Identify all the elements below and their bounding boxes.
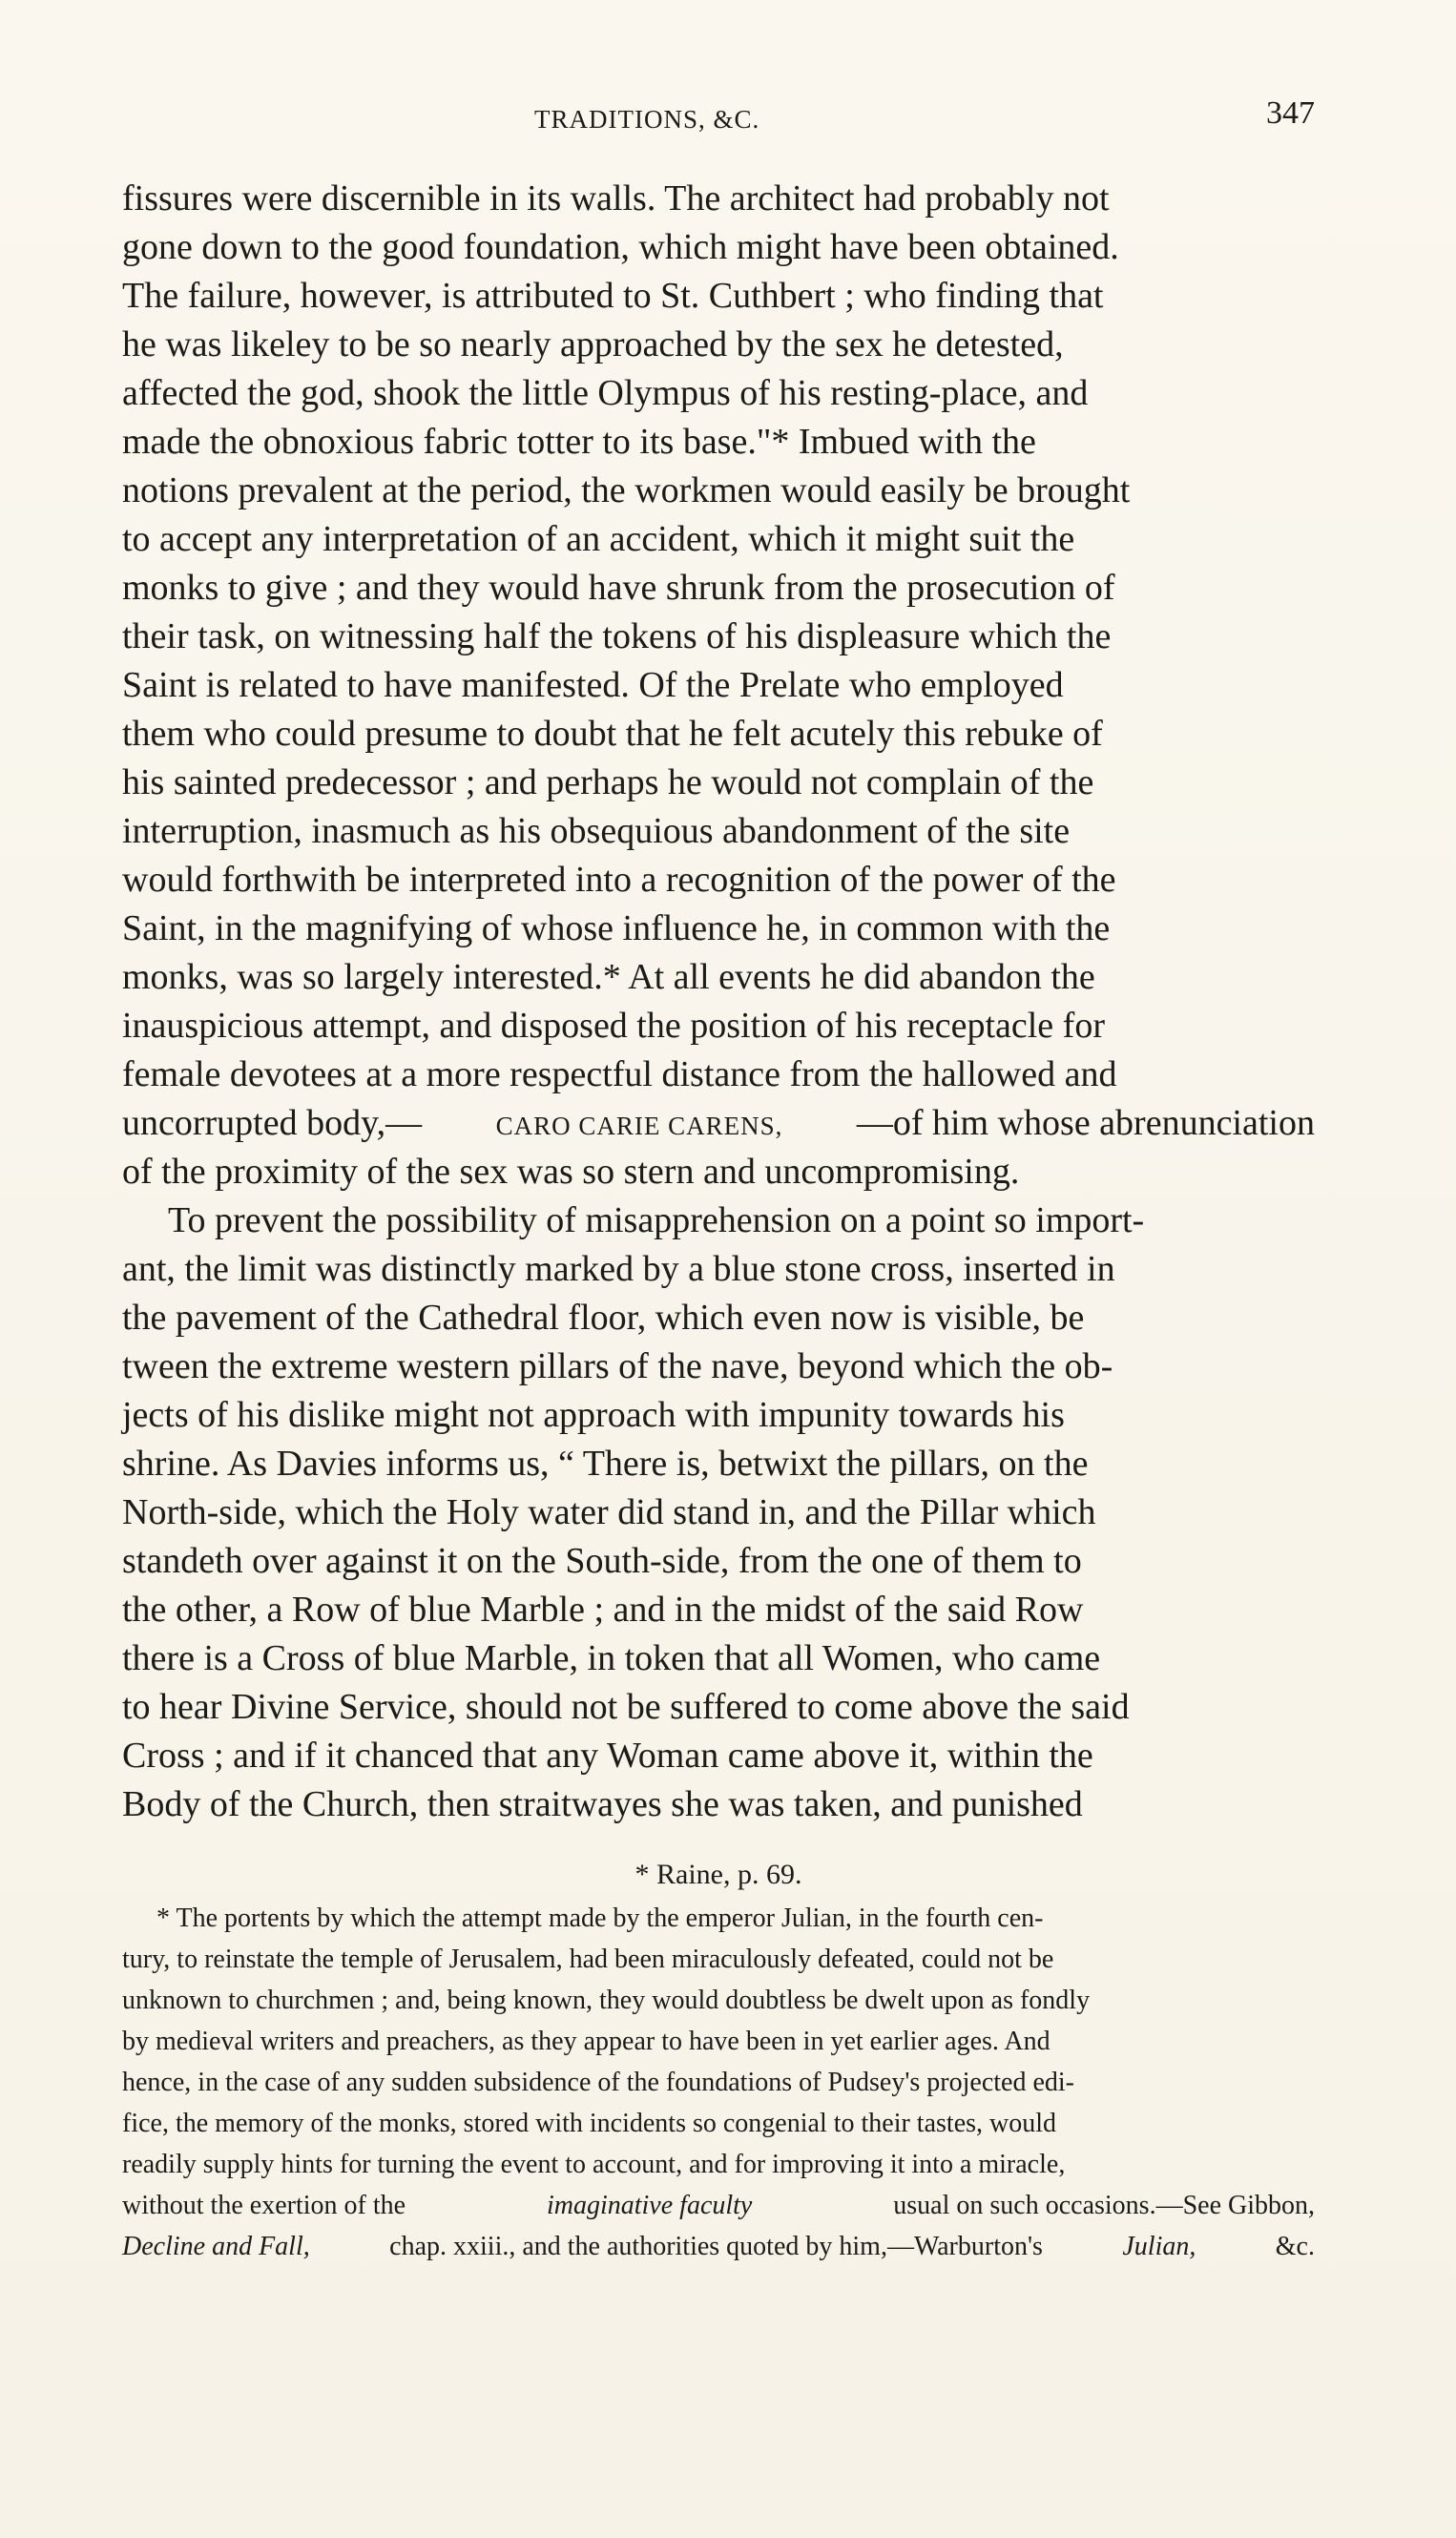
page-number: 347 (1266, 95, 1315, 131)
text-line: female devotees at a more respectful distance from the hallowed and (122, 1054, 1117, 1094)
footnote-line: hence, in the case of any sudden subsidence of the foundations of Pudsey's projected edi- (122, 2068, 1074, 2097)
footnote-line-with-italics (122, 2185, 1315, 2226)
text-line-with-small-caps (122, 1099, 1315, 1148)
text-line: their task, on witnessing half the tokens of his displeasure which the (122, 616, 1112, 656)
text-line: to accept any interpretation of an accident, which it might suit the (122, 519, 1075, 559)
text-line: the other, a Row of blue Marble ; and in the midst of the said Row (122, 1590, 1084, 1630)
footnote-line: unknown to churchmen ; and, being known, they would doubtless be dwelt upon as fondly (122, 1986, 1091, 2015)
footnote-line: readily supply hints for turning the event to account, and for improving it into a miracle, (122, 2150, 1066, 2179)
italic-title: Julian, (1122, 2232, 1196, 2261)
footnote-reference: * Raine, p. 69. (634, 1859, 802, 1890)
text-line: would forthwith be interpreted into a recognition of the power of the (122, 860, 1116, 900)
text-line: The failure, however, is attributed to St. Cuthbert ; who finding that (122, 276, 1104, 316)
text-line: gone down to the good foundation, which might have been obtained. (122, 227, 1119, 267)
footnote-text-fragment: &c. (1275, 2232, 1315, 2261)
footnote-text-fragment: chap. xxiii., and the authorities quoted by him,—Warburton's (389, 2232, 1043, 2261)
text-line: Saint is related to have manifested. Of the Prelate who employed (122, 665, 1064, 705)
text-line: there is a Cross of blue Marble, in token that all Women, who came (122, 1638, 1101, 1678)
text-line: monks to give ; and they would have shrunk from the prosecution of (122, 568, 1115, 608)
footnote-text-fragment: without the exertion of the (122, 2191, 406, 2220)
italic-phrase: imaginative faculty (546, 2191, 753, 2220)
italic-title: Decline and Fall, (122, 2232, 310, 2261)
text-fragment: —of him whose abrenunciation (856, 1103, 1315, 1143)
footnote-line: fice, the memory of the monks, stored with incidents so congenial to their tastes, would (122, 2109, 1057, 2138)
footnote-line: tury, to reinstate the temple of Jerusalem, had been miraculously defeated, could not be (122, 1945, 1054, 1974)
text-line: he was likeley to be so nearly approached by the sex he detested, (122, 324, 1064, 364)
text-line: shrine. As Davies informs us, “ There is, betwixt the pillars, on the (122, 1444, 1089, 1484)
small-caps-phrase: CARO CARIE CARENS, (495, 1112, 783, 1140)
text-line: to hear Divine Service, should not be suffered to come above the said (122, 1687, 1130, 1727)
text-line: tween the extreme western pillars of the nave, beyond which the ob- (122, 1346, 1113, 1386)
text-line: Cross ; and if it chanced that any Woman came above it, within the (122, 1736, 1093, 1776)
paragraph-ending-line: of the proximity of the sex was so stern and uncompromising. (122, 1152, 1020, 1192)
text-line: ant, the limit was distinctly marked by a blue stone cross, inserted in (122, 1249, 1115, 1289)
text-line: fissures were discernible in its walls. The architect had probably not (122, 178, 1110, 218)
text-line: the pavement of the Cathedral floor, which even now is visible, be (122, 1298, 1085, 1338)
text-line: interruption, inasmuch as his obsequious abandonment of the site (122, 811, 1071, 851)
text-line: affected the god, shook the little Olympus of his resting-place, and (122, 373, 1089, 413)
text-line: jects of his dislike might not approach with impunity towards his (122, 1395, 1065, 1435)
text-line: monks, was so largely interested.* At all events he did abandon the (122, 957, 1095, 997)
main-text (122, 175, 1315, 1829)
footnote-line: by medieval writers and preachers, as they appear to have been in yet earlier ages. And (122, 2027, 1050, 2056)
text-fragment: uncorrupted body,— (122, 1103, 423, 1143)
footnote-line: * The portents by which the attempt made by the emperor Julian, in the fourth cen- (156, 1904, 1044, 1933)
text-line: Saint, in the magnifying of whose influence he, in common with the (122, 908, 1111, 948)
text-line: Body of the Church, then straitwayes she was taken, and punished (122, 1784, 1083, 1824)
text-line: notions prevalent at the period, the workmen would easily be brought (122, 470, 1131, 510)
footnote-line-with-italics (122, 2226, 1315, 2267)
text-line: made the obnoxious fabric totter to its base."* Imbued with the (122, 422, 1036, 462)
footnote-text-fragment: usual on such occasions.—See Gibbon, (893, 2191, 1315, 2220)
text-line: North-side, which the Holy water did stand in, and the Pillar which (122, 1492, 1096, 1532)
text-line: standeth over against it on the South-side, from the one of them to (122, 1541, 1082, 1581)
page-header (0, 95, 1456, 153)
footnotes (122, 1855, 1315, 2267)
running-head: TRADITIONS, &C. (534, 105, 760, 134)
text-line: inauspicious attempt, and disposed the position of his receptacle for (122, 1006, 1105, 1046)
text-line: his sainted predecessor ; and perhaps he would not complain of the (122, 762, 1094, 802)
text-line: them who could presume to doubt that he felt acutely this rebuke of (122, 714, 1103, 754)
paragraph-start-line: To prevent the possibility of misapprehension on a point so import- (168, 1200, 1145, 1240)
